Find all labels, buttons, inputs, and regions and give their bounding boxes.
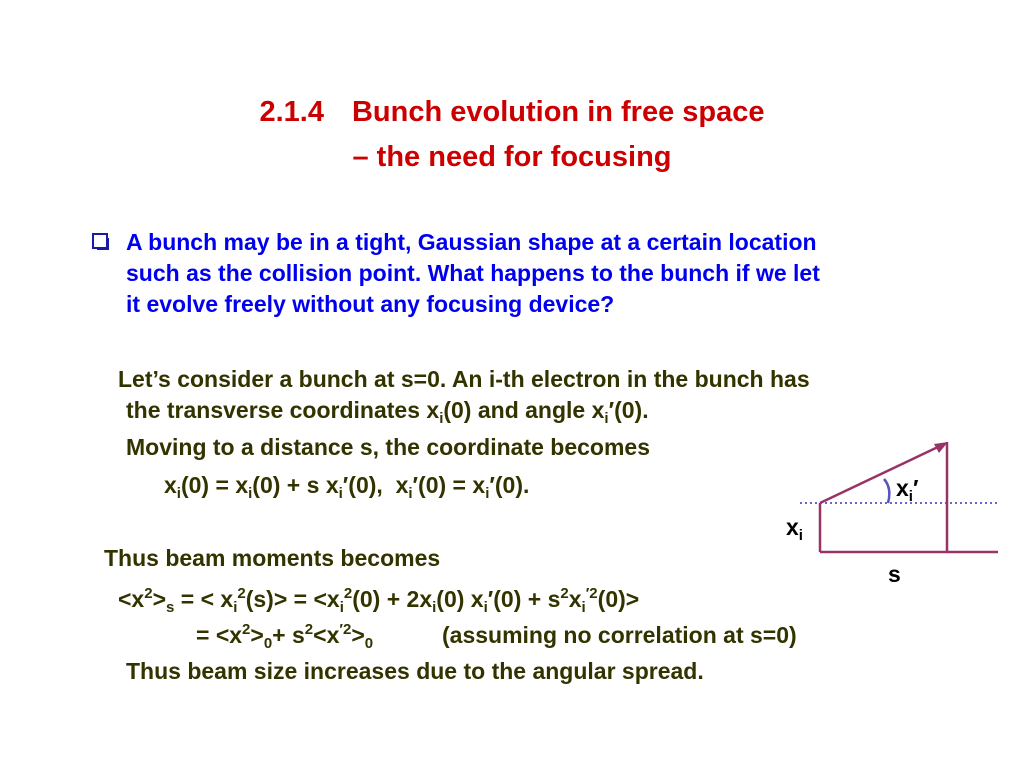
paragraph-1-line-2: the transverse coordinates $x_i(0)$ and angle $x_i'(0)$. [126,397,649,427]
drift-diagram [780,430,1010,555]
title-text: Bunch evolution in free space [351,96,765,128]
slide-title-line1 [0,92,1024,132]
equation-coordinate: $x_i(0) = x_i(0) + s$ $x_i'(0)$, $x_i'(0) = x_i'(0)$. [164,472,530,502]
checkbox-bullet-icon [92,233,108,249]
moments-heading: Thus beam moments becomes [104,545,441,571]
angle-label: $x_i'$ [896,475,919,505]
s-label: s [888,561,901,587]
bullet-line-1: A bunch may be in a tight, Gaussian shape at a certain location [126,229,817,255]
paragraph-1-line-1: Let’s consider a bunch at s=0. An i-th electron in the bunch has [118,366,810,392]
trajectory-line [820,446,940,503]
section-number: 2.1.4 [259,96,324,128]
conclusion: Thus beam size increases due to the angular spread. [126,658,704,684]
equation-moments: $<x^2>_s$ = < $x_i^2(s)> = <x_i^2(0) + 2x_i(0) x_i'(0) + s^2x_i^{'2}(0)>$ [118,585,640,616]
paragraph-2: Moving to a distance s, the coordinate becomes [126,434,651,460]
assumption-note: (assuming no correlation at s=0) [442,622,797,648]
equation-result: = $<x^2>_0+ s^2<x^{'2}>_0$ [196,621,374,652]
angle-arc [884,479,889,503]
bullet-line-3: it evolve freely without any focusing device? [126,291,615,317]
slide-title-line2: – the need for focusing [352,141,672,173]
bullet-line-2: such as the collision point. What happens to the bunch if we let [126,260,820,286]
x-label: $x_i$ [786,514,803,544]
